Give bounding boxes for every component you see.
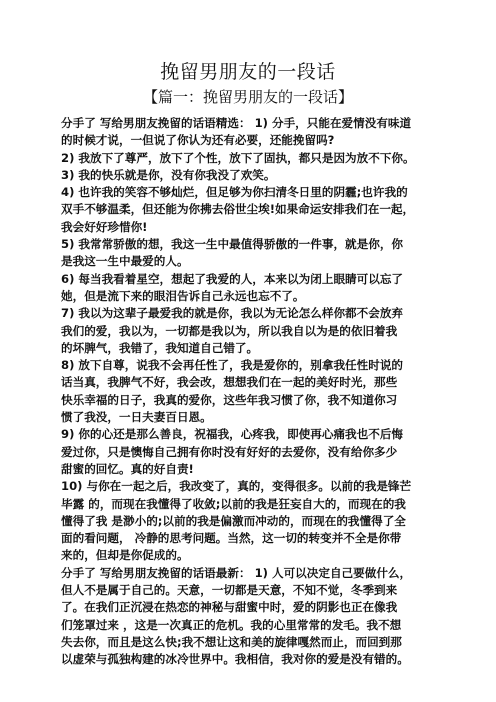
body-text-line: 6) 每当我看着星空，想起了我爱的人，本来以为闭上眼睛可以忘了 (61, 271, 404, 286)
body-text-line: 她，但是流下来的眼泪告诉自己永远也忘不了。 (61, 288, 305, 303)
body-text-line: 分手了 写给男朋友挽留的话语精选： 1) 分手，只能在爱情没有味道 (61, 116, 412, 130)
body-text-line: 9) 你的心还是那么善良，祝福我，心疼我，即使再心痛我也不后悔 (61, 427, 404, 442)
body-text-line: 分手了 写给男朋友挽留的话语最新： 1) 人可以决定自己要做什么， (61, 565, 412, 580)
body-text-line: 我们的爱，我以为，一切都是我以为，所以我自以为是的依旧着我 (61, 323, 398, 338)
body-text-line: 我会好好珍惜你! (61, 219, 148, 234)
document-body (61, 115, 441, 669)
body-text-line: 懂得了我 是渺小的;以前的我是偏激而冲动的，而现在的我懂得了全 (61, 513, 406, 528)
body-text-line: 8) 放下自尊，说我不会再任性了，我是爱你的，别拿我任性时说的 (61, 358, 404, 373)
body-text-line: 10) 与你在一起之后，我改变了，真的，变得很多。以前的我是锋芒 (61, 479, 412, 494)
body-text-line: 7) 我以为这辈子最爱我的就是你，我以为无论怎么样你都不会放弃 (61, 306, 404, 321)
body-text-line: 面的看问题， 冷静的思考问题。当然，这一切的转变并不全是你带 (61, 531, 402, 546)
body-text-line: 们笼罩过来 ，这是一次真正的危机。我的心里常常的发毛。我不想 (61, 617, 402, 632)
body-text-line: 的时候才说，一但说了你认为还有必要，还能挽留吗? (61, 133, 335, 148)
document-subtitle: 【篇一：挽留男朋友的一段话】 (142, 88, 353, 106)
body-text-line: 爱过你，只是懊悔自己拥有你时没有好好的去爱你，没有给你多少 (61, 444, 398, 459)
body-text-line: 的坏脾气，我错了，我知道自己错了。 (61, 340, 259, 355)
body-text-line: 以虚荣与孤独构建的冰冷世界中。我相信，我对你的爱是没有错的。 (61, 652, 409, 667)
body-text-line: 失去你，而且是这么快;我不想让这和美的旋律嘎然而止，而回到那 (61, 634, 402, 649)
body-text-line: 了。在我们正沉浸在热恋的神秘与甜蜜中时，爱的阴影也正在像我 (61, 600, 398, 615)
body-text-line: 快乐幸福的日子，我真的爱你，这些年我习惯了你，我不知道你习 (61, 392, 398, 407)
body-text-line: 惯了我没，一日夫妻百日恩。 (61, 410, 212, 425)
body-text-line: 是我这一生中最爱的人。 (61, 254, 189, 269)
body-text-line: 甜蜜的回忆。真的好自责! (61, 461, 194, 476)
body-text-line: 双手不够温柔，但还能为你拂去俗世尘埃!如果命运安排我们在一起， (61, 202, 415, 217)
body-text-line: 话当真，我脾气不好，我会改，想想我们在一起的美好时光，那些 (61, 375, 398, 390)
body-text-line: 2) 我放下了尊严，放下了个性，放下了固执，都只是因为放不下你。 (61, 150, 415, 165)
body-text-line: 3) 我的快乐就是你，没有你我没了欢笑。 (61, 167, 276, 182)
body-text-line: 4) 也许我的笑容不够灿烂，但足够为你扫清冬日里的阴霾;也许我的 (61, 185, 408, 200)
body-text-line: 来的，但却是你促成的。 (61, 548, 189, 563)
body-text-line: 5) 我常常骄傲的想，我这一生中最值得骄傲的一件事，就是你，你 (61, 237, 404, 252)
document-title: 挽留男朋友的一段话 (160, 61, 336, 83)
body-text-line: 但人不是属于自己的。天意，一切都是天意，不知不觉，冬季到来 (61, 583, 398, 598)
body-text-line: 毕露 的，而现在我懂得了收敛;以前的我是狂妄自大的，而现在的我 (61, 496, 406, 511)
